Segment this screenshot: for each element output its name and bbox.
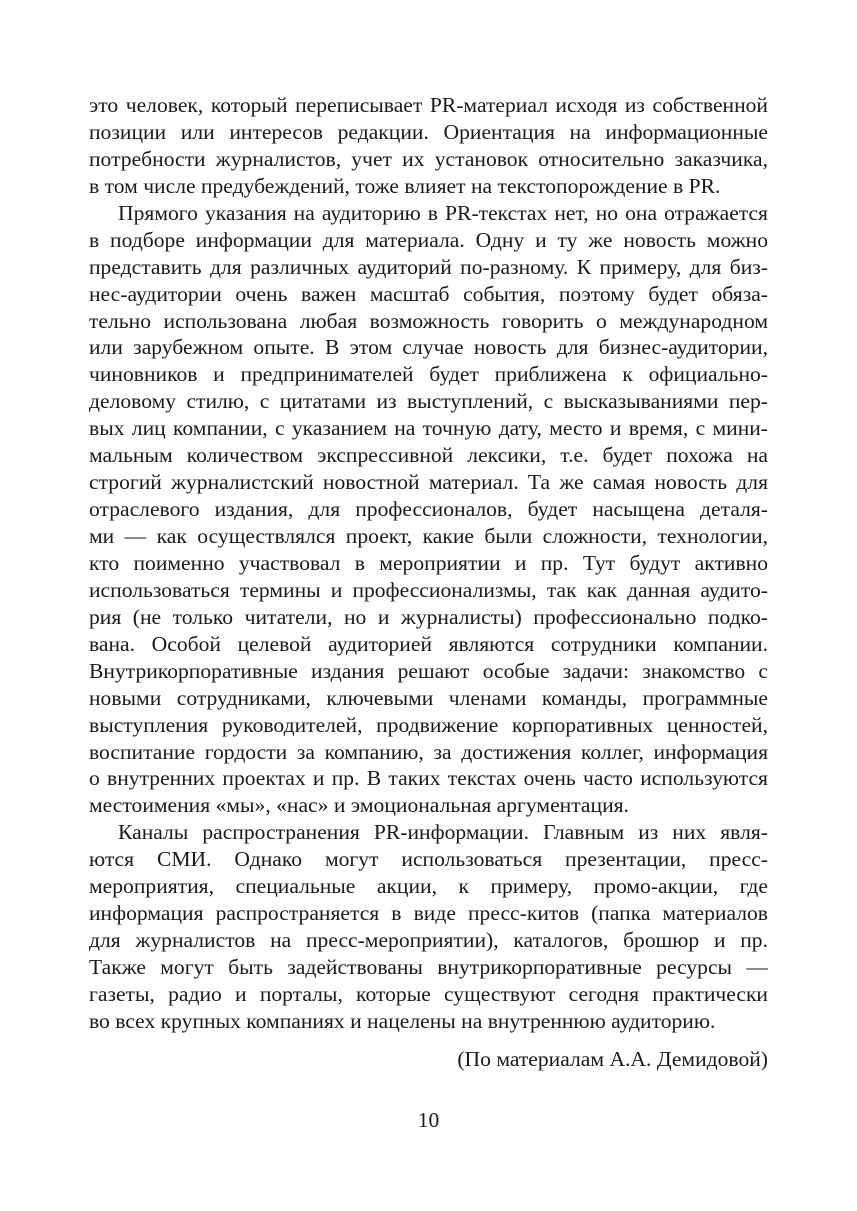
text-line: во всех крупных компаниях и нацелены на внутреннюю аудиторию.: [89, 1008, 716, 1033]
source-attribution: (По материалам А.А. Демидовой): [457, 1047, 768, 1071]
text-line: позиции или интересов редакции. Ориентация на информационные: [89, 119, 768, 144]
text-line: ются СМИ. Однако могут использоваться презентации, пресс-: [89, 847, 768, 872]
text-line: информация распространяется в виде пресс-китов (папка материалов: [89, 901, 768, 926]
text-line: Также могут быть задействованы внутрикорпоративные ресурсы —: [89, 955, 768, 979]
page-number: 10: [417, 1108, 440, 1132]
text-line: или зарубежном опыте. В этом случае новость для бизнес-аудитории,: [89, 335, 768, 360]
text-line: строгий журналистский новостной материал. Та же самая новость для: [89, 470, 768, 495]
text-line: газеты, радио и порталы, которые существуют сегодня практически: [89, 981, 768, 1006]
text-line: кто поименно участвовал в мероприятии и пр. Тут будут активно: [89, 550, 768, 575]
text-line: новыми сотрудниками, ключевыми членами команды, программные: [89, 685, 768, 710]
text-line: отраслевого издания, для профессионалов, будет насыщена деталя-: [89, 497, 768, 522]
text-line: нес-аудитории очень важен масштаб события, поэтому будет обяза-: [89, 281, 768, 306]
text-line: использоваться термины и профессионализмы, так как данная аудито-: [89, 577, 768, 602]
text-line: представить для различных аудиторий по-разному. К примеру, для биз-: [89, 254, 768, 279]
text-line: Каналы распространения PR-информации. Главным из них явля-: [118, 820, 768, 845]
text-line: выступления руководителей, продвижение корпоративных ценностей,: [89, 712, 768, 737]
text-line: Внутрикорпоративные издания решают особые задачи: знакомство с: [89, 658, 768, 683]
text-line: в подборе информации для материала. Одну и ту же новость можно: [89, 227, 768, 252]
text-line: деловому стилю, с цитатами из выступлений, с высказываниями пер-: [89, 389, 768, 414]
text-line: местоимения «мы», «нас» и эмоциональная аргументация.: [89, 793, 629, 818]
text-line: в том числе предубеждений, тоже влияет на текстопорождение в PR.: [89, 173, 721, 198]
text-line: потребности журналистов, учет их установок относительно заказчика,: [89, 146, 768, 171]
text-line: мероприятия, специальные акции, к примеру, промо-акции, где: [89, 874, 768, 899]
text-line: рия (не только читатели, но и журналисты) профессионально подко-: [89, 604, 768, 629]
text-line: о внутренних проектах и пр. В таких текстах очень часто используются: [89, 766, 768, 791]
text-line: мальным количеством экспрессивной лексики, т.е. будет похожа на: [89, 443, 768, 468]
text-line: чиновников и предпринимателей будет приближена к официально-: [89, 362, 768, 387]
text-line: вана. Особой целевой аудиторией являются сотрудники компании.: [89, 631, 768, 656]
body-text: [89, 92, 768, 1035]
text-line: вых лиц компании, с указанием на точную дату, место и время, с мини-: [89, 416, 768, 441]
text-line: для журналистов на пресс-мероприятии), каталогов, брошюр и пр.: [89, 928, 768, 953]
text-line: это человек, который переписывает PR-материал исходя из собственной: [89, 93, 768, 117]
text-line: ми — как осуществлялся проект, какие были сложности, технологии,: [89, 524, 768, 548]
text-line: тельно использована любая возможность говорить о международном: [89, 308, 768, 333]
text-line: воспитание гордости за компанию, за достижения коллег, информация: [89, 739, 768, 764]
text-line: Прямого указания на аудиторию в PR-текстах нет, но она отражается: [118, 200, 768, 225]
